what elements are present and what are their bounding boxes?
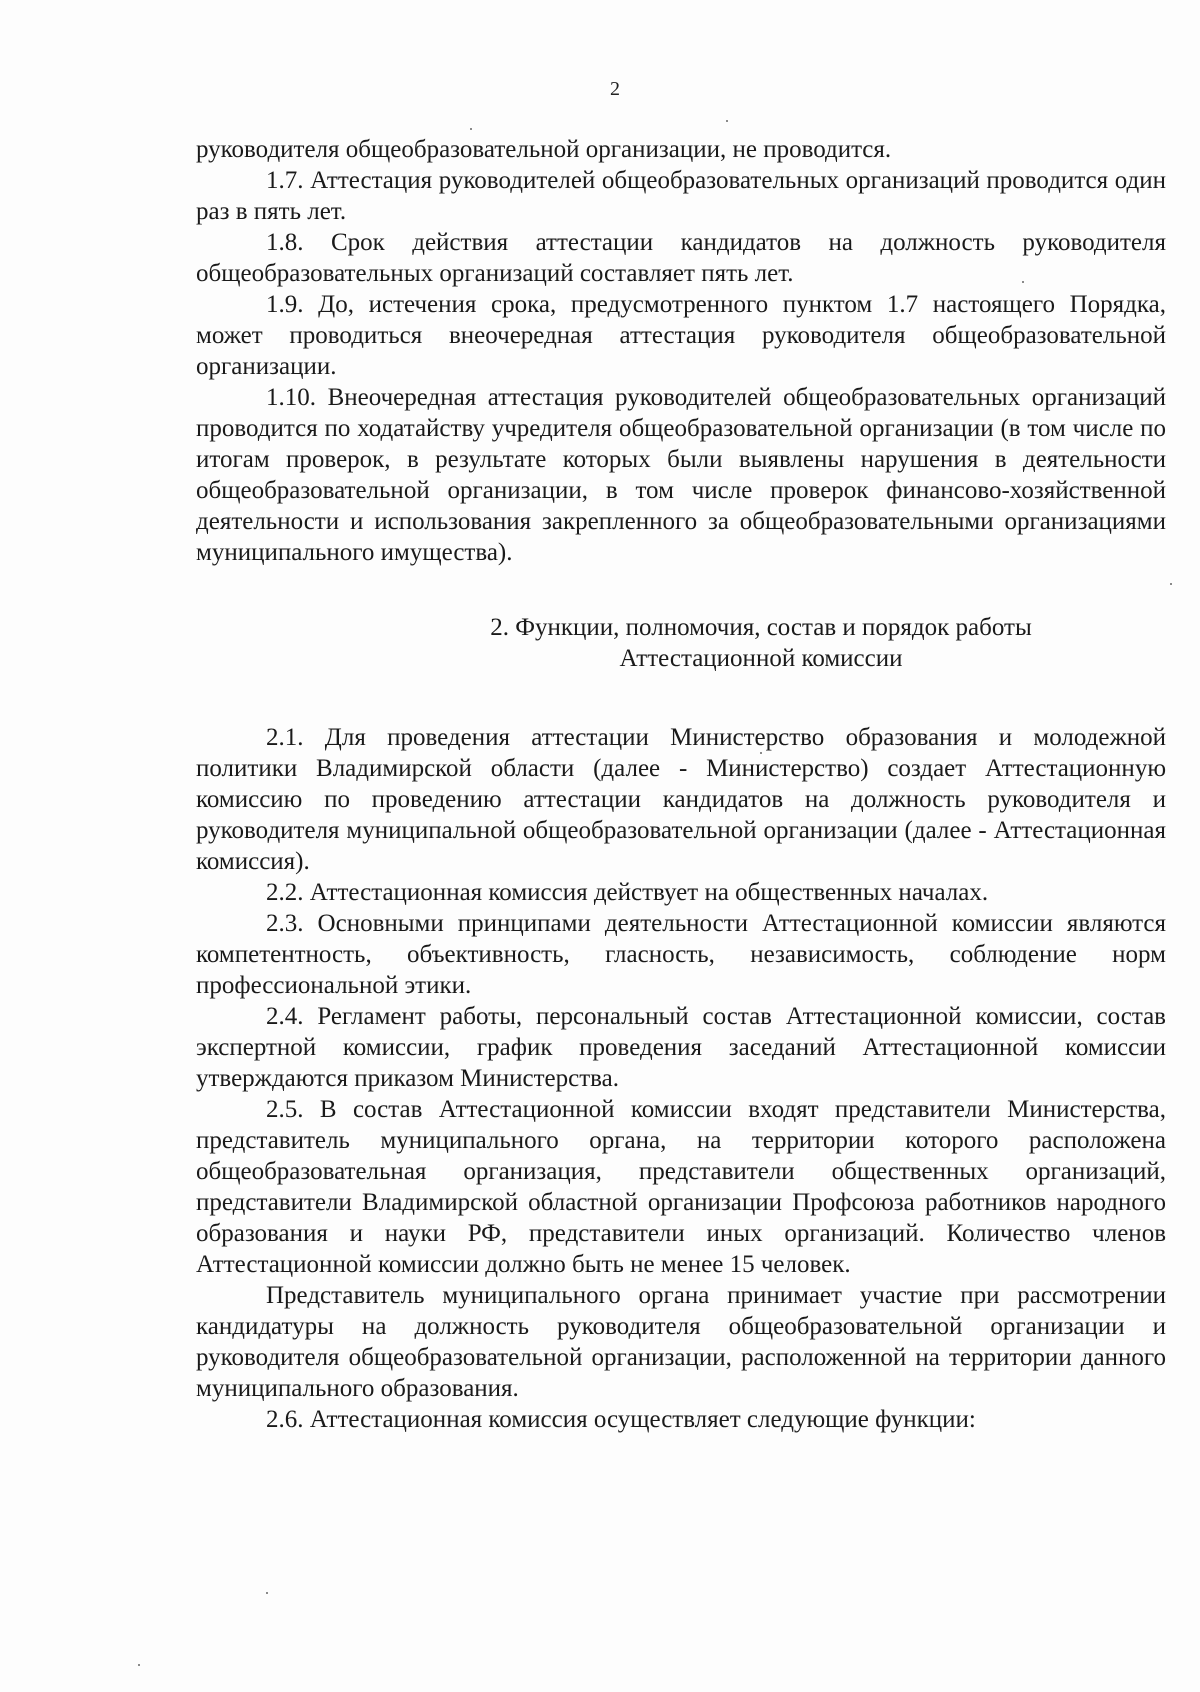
- scan-speck: [470, 128, 472, 130]
- scan-speck: [1022, 281, 1024, 283]
- paragraph-1-9: 1.9. До, истечения срока, предусмотренного пунктом 1.7 настоящего Порядка, может проводиться внеочередная аттестация руководителя общеобразовательной организации.: [196, 291, 1166, 380]
- paragraph-1-8: 1.8. Срок действия аттестации кандидатов на должность руководителя общеобразовательных организаций составляет пять лет.: [196, 229, 1166, 287]
- section-heading: [196, 612, 1166, 674]
- scan-speck: [726, 120, 728, 122]
- paragraph-2-6: 2.6. Аттестационная комиссия осуществляет следующие функции:: [266, 1406, 976, 1433]
- section-heading-line-2: Аттестационной комиссии: [619, 645, 903, 672]
- document-body: [196, 134, 1166, 1435]
- paragraph-continuation: руководителя общеобразовательной организации, не проводится.: [196, 136, 892, 163]
- scan-speck: [138, 1664, 140, 1666]
- page-number: 2: [610, 78, 620, 100]
- scan-speck: [1170, 583, 1172, 585]
- paragraph-2-1: 2.1. Для проведения аттестации Министерство образования и молодежной политики Владимирской области (далее - Министерство) создает Аттестационную комиссию по проведению аттестации кандидатов на должность руководителя и руководителя муниципальной общеобразовательной организации (далее - Аттестационная комиссия).: [196, 724, 1166, 875]
- paragraph-2-4: 2.4. Регламент работы, персональный состав Аттестационной комиссии, состав экспертной комиссии, график проведения заседаний Аттестационной комиссии утверждаются приказом Министерства.: [196, 1003, 1166, 1092]
- scan-speck: [760, 752, 762, 754]
- paragraph-representative: Представитель муниципального органа принимает участие при рассмотрении кандидатуры на должность руководителя общеобразовательной организации и руководителя общеобразовательной организации, расположенной на территории данного муниципального образования.: [196, 1282, 1166, 1402]
- paragraph-1-10: 1.10. Внеочередная аттестация руководителей общеобразовательных организаций проводится по ходатайству учредителя общеобразовательной организации (в том числе по итогам проверок, в результате которых были выявлены нарушения в деятельности общеобразовательной организации, в том числе проверок финансово-хозяйственной деятельности и использования закрепленного за общеобразовательными организациями муниципального имущества).: [196, 384, 1166, 566]
- paragraph-2-2: 2.2. Аттестационная комиссия действует на общественных началах.: [266, 879, 989, 906]
- paragraph-2-5: 2.5. В состав Аттестационной комиссии входят представители Министерства, представитель муниципального органа, на территории которого расположена общеобразовательная организация, представители общественных организаций, представители Владимирской областной организации Профсоюза работников народного образования и науки РФ, представители иных организаций. Количество членов Аттестационной комиссии должно быть не менее 15 человек.: [196, 1096, 1166, 1278]
- section-heading-line-1: 2. Функции, полномочия, состав и порядок работы: [490, 614, 1032, 641]
- paragraph-2-3: 2.3. Основными принципами деятельности Аттестационной комиссии являются компетентность, объективность, гласность, независимость, соблюдение норм профессиональной этики.: [196, 910, 1166, 999]
- scan-speck: [266, 1592, 268, 1594]
- paragraph-1-7: 1.7. Аттестация руководителей общеобразовательных организаций проводится один раз в пять лет.: [196, 167, 1166, 225]
